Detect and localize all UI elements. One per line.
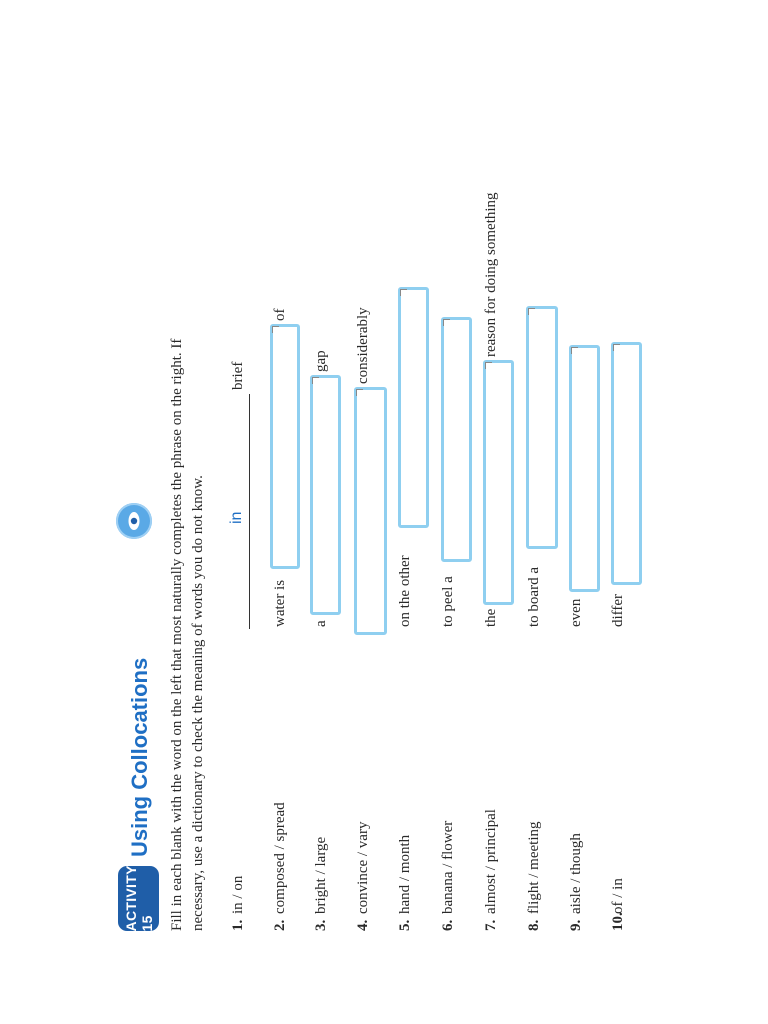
- answer-blank[interactable]: [569, 345, 600, 592]
- instruction-line-1: Fill in each blank with the word on the left that most naturally completes the phrase on the right. If: [169, 338, 185, 931]
- phrase-before: a: [313, 620, 329, 627]
- phrase-before: to board a: [526, 567, 542, 627]
- item-options: of / in: [610, 878, 626, 914]
- item-number: 2.: [272, 919, 288, 931]
- item-number: 3.: [313, 919, 329, 931]
- item-number: 4.: [355, 919, 371, 931]
- answer-blank[interactable]: [526, 306, 558, 549]
- phrase-before: differ: [610, 593, 626, 627]
- item-options: composed / spread: [272, 802, 288, 914]
- phrase-after: brief: [230, 361, 246, 390]
- item-number: 8.: [526, 919, 542, 931]
- activity-badge: ACTIVITY 15: [118, 866, 159, 931]
- item-number: 5.: [397, 919, 413, 931]
- item-options: hand / month: [397, 834, 413, 914]
- phrase-after: considerably: [355, 307, 371, 384]
- answer-blank[interactable]: [611, 342, 642, 585]
- item-number: 10.: [610, 912, 626, 931]
- answer-text[interactable]: in: [228, 511, 245, 524]
- answer-blank[interactable]: [354, 387, 387, 635]
- instructions: [167, 81, 209, 931]
- answer-blank[interactable]: [483, 360, 514, 605]
- instruction-line-2: necessary, use a dictionary to check the meaning of words you do not know.: [190, 475, 206, 931]
- item-options: in / on: [230, 875, 246, 914]
- answer-blank[interactable]: [441, 317, 472, 562]
- item-number: 1.: [230, 919, 246, 931]
- phrase-before: even: [568, 598, 584, 627]
- answer-blank[interactable]: [270, 324, 300, 569]
- phrase-after: of: [272, 308, 288, 321]
- item-options: aisle / though: [568, 833, 584, 914]
- item-options: convince / vary: [355, 821, 371, 914]
- item-number: 7.: [483, 919, 499, 931]
- answer-blank[interactable]: [310, 375, 341, 615]
- item-number: 6.: [440, 919, 456, 931]
- phrase-before: the: [483, 608, 499, 627]
- item-options: banana / flower: [440, 820, 456, 914]
- item-options: flight / meeting: [526, 821, 542, 914]
- phrase-after: gap: [313, 350, 329, 372]
- eye-icon: [116, 503, 152, 539]
- phrase-before: to peel a: [440, 576, 456, 627]
- answer-line: [249, 394, 250, 629]
- phrase-before: water is: [272, 579, 288, 627]
- phrase-after: reason for doing something: [483, 192, 499, 357]
- item-options: bright / large: [313, 836, 329, 914]
- item-options: almost / principal: [483, 809, 499, 914]
- activity-title: Using Collocations: [127, 657, 152, 857]
- item-number: 9.: [568, 919, 584, 931]
- answer-blank[interactable]: [398, 287, 429, 528]
- phrase-before: on the other: [397, 555, 413, 627]
